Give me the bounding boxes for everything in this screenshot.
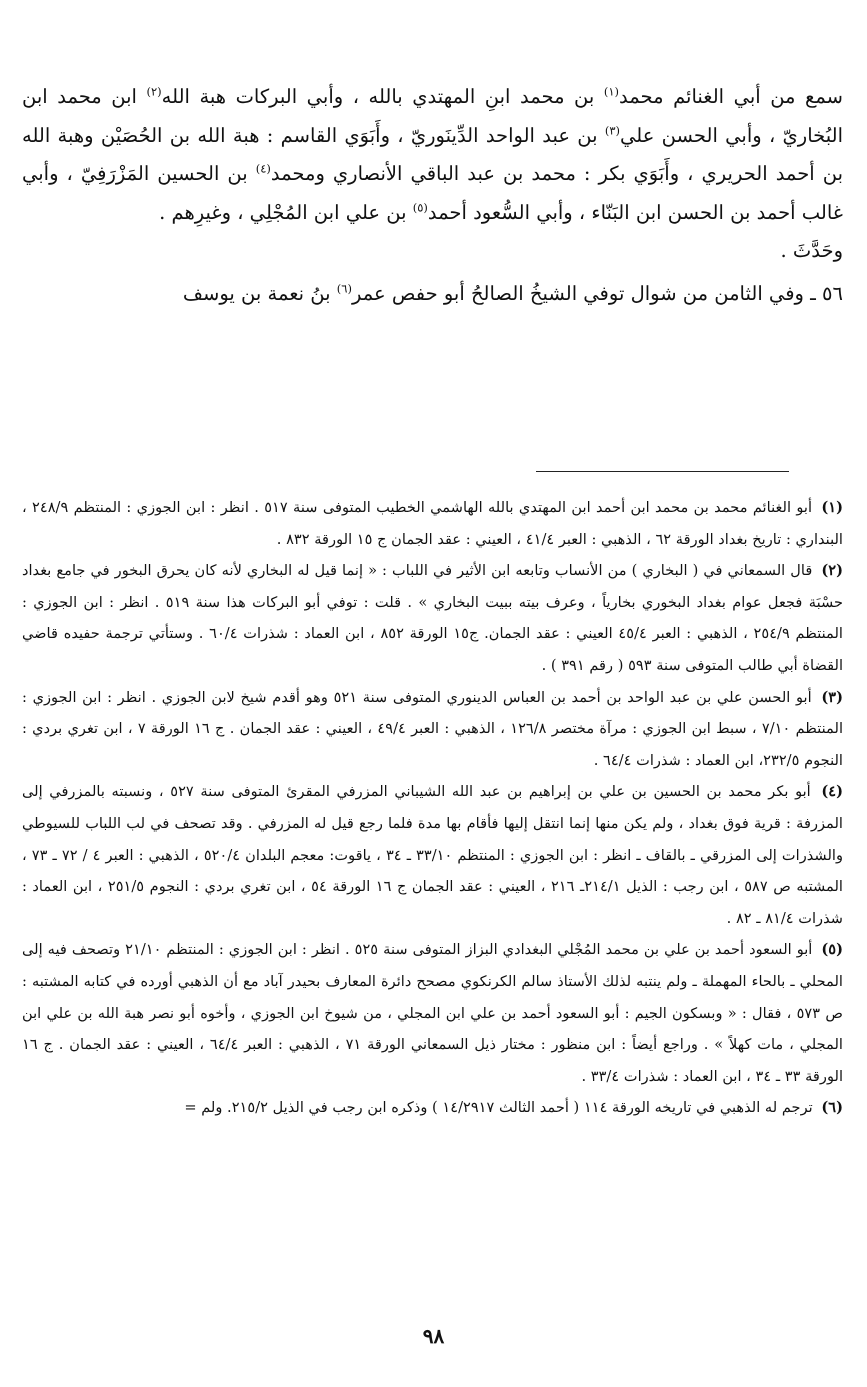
footnote-text: أبو السعود أحمد بن علي بن محمد المُجْلي البغدادي البزاز المتوفى سنة ٥٢٥ . انظر : ابن الجوزي : المنتظم ٢١/١٠ وتصحف فيه إلى المحلي ـ بالحاء المهملة ـ ولم ينتبه لذلك الأستاذ سالم الكرنكوي مصحح دائرة المعارف بحيدر آباد مع أن الذهبي أورده في كتابه المشتبه : ص ٥٧٣ ، فقال : « وبسكون الجيم : أبو السعود أحمد بن علي ابن المجلي ، من شيوخ ابن الجوزي ، وأخوه أبو نصر هبة الله بن علي ابن المجلي ، مات كهلاً » . وراجع أيضاً : ابن منظور : مختار ذيل السمعاني الورقة ٧١ ، الذهبي : العبر ٦٤/٤ ، العيني : عقد الجمان . ج ١٦ الورقة ٣٣ ـ ٣٤ ، ابن العماد : شذرات ٣٣/٤ . bbox=[22, 941, 843, 1085]
footnote-text: أبو الغنائم محمد بن محمد ابن أحمد ابن المهتدي بالله الهاشمي الخطيب المتوفى سنة ٥١٧ . انظر : ابن الجوزي : المنتظم ٢٤٨/٩ ، البنداري : تاريخ بغداد الورقة ٦٢ ، الذهبي : العبر ٤١/٤ ، العيني : عقد الجمان ج ١٥ الورقة ٨٣٢ . bbox=[22, 499, 843, 548]
footnote-number: (٥) bbox=[821, 941, 844, 959]
text-run: سمع من أبي الغنائم محمد bbox=[619, 85, 843, 108]
footnote-ref-4[interactable]: (٤) bbox=[255, 161, 271, 176]
text-run: بن محمد ابنِ المهتدي بالله ، وأبي البركات هبة الله bbox=[161, 85, 604, 108]
footnote-3 bbox=[22, 682, 843, 777]
footnote-ref-6[interactable]: (٦) bbox=[336, 281, 352, 296]
page-number: ٩٨ bbox=[422, 1324, 445, 1348]
text-run: بن عبد الواحد الدِّينَوريّ ، وأَبَوَي القاسم : هبة الله بن الحُصَيْن وهبة الله بن أحمد الحريري ، وأَبَوَي بكر : محمد بن عبد الباقي الأنصاري ومحمد bbox=[22, 123, 843, 186]
footnote-ref-3[interactable]: (٣) bbox=[604, 123, 621, 138]
footnotes bbox=[22, 492, 843, 1124]
paragraph-entry-56 bbox=[22, 275, 843, 314]
footnote-separator bbox=[536, 471, 789, 472]
footnote-number: (٦) bbox=[821, 1099, 843, 1117]
footnote-number: (٤) bbox=[821, 783, 844, 801]
footnote-6 bbox=[22, 1092, 843, 1124]
footnote-2 bbox=[22, 555, 843, 681]
footnote-text: أبو الحسن علي بن عبد الواحد بن أحمد بن العباس الدينوري المتوفى سنة ٥٢١ وهو أقدم شيخ لابن الجوزي . انظر : ابن الجوزي : المنتظم ٧/١٠ ، سبط ابن الجوزي : مرآة مختصر ١٢٦/٨ ، الذهبي : العبر ٤٩/٤ ، العيني : عقد الجمان . ج ١٦ الورقة ٧ ، ابن تغري بردي : النجوم ٢٣٢/٥، ابن العماد : شذرات ٦٤/٤ . bbox=[22, 688, 843, 769]
footnote-ref-2[interactable]: (٢) bbox=[146, 84, 162, 99]
footnote-5 bbox=[22, 934, 843, 1092]
text-run: ابن محمد ابن البُخاريّ ، وأبي الحسن علي bbox=[22, 85, 843, 147]
footnote-ref-1[interactable]: (١) bbox=[603, 84, 620, 99]
paragraph-1 bbox=[22, 78, 843, 232]
footnote-number: (٣) bbox=[821, 688, 843, 706]
text-run: ٥٦ ـ وفي الثامن من شوال توفي الشيخُ الصالحُ أبو حفص عمر bbox=[351, 281, 843, 305]
text-run: بن علي ابن المُجْلِي ، وغيرِهم . bbox=[159, 200, 413, 224]
footnote-1 bbox=[22, 492, 843, 555]
text-run: بن الحسين المَزْرَفِيّ ، وأبي غالب أحمد بن الحسن ابن البَنّاء ، وأبي السُّعود أحمد bbox=[22, 162, 843, 224]
paragraph-2: وحَدَّثَ . bbox=[780, 239, 843, 263]
footnote-4 bbox=[22, 776, 843, 934]
footnote-text: أبو بكر محمد بن الحسين بن علي بن إبراهيم بن عبد الله الشيباني المزرفي المقرئ المتوفى سنة ٥٢٧ ، ونسبته بالمزرفي إلى المزرفة : قرية فوق بغداد ، ولم يكن منها إنما انتقل إليها فأقام بها مدة فلما رجع قيل له المزرفي . وقد تصحف في لب اللباب للسيوطي والشذرات إلى المزرقي ـ بالقاف ـ انظر : ابن الجوزي : المنتظم ٣٣/١٠ ـ ٣٤ ، ياقوت: معجم البلدان ٥٢٠/٤ ، الذهبي : العبر ٤ / ٧٢ ـ ٧٣ ، المشتبه ص ٥٨٧ ، ابن رجب : الذيل ٢١٤/١ـ ٢١٦ ، العيني : عقد الجمان ج ١٦ الورقة ٥٤ ، ابن تغري بردي : النجوم ٢٥١/٥ ، ابن العماد : شذرات ٨١/٤ ـ ٨٢ . bbox=[22, 783, 843, 927]
footnote-text: قال السمعاني في ( البخاري ) من الأنساب وتابعه ابن الأثير في اللباب : « إنما قيل له البخاري لأنه كان يحرق البخور في جامع بغداد حسْبَة فجعل عوام بغداد البخوري بخارياً ، وعرف بيته ببيت البخاري » . قلت : توفي أبو البركات هذا سنة ٥١٩ . انظر : ابن الجوزي : المنتظم ٢٥٤/٩ ، الذهبي : العبر ٤٥/٤ العيني : عقد الجمان. ج١٥ الورقة ٨٥٢ ، ابن العماد : شذرات ٦٠/٤ . وستأتي ترجمة حفيده قاضي القضاة أبي طالب المتوفى سنة ٥٩٣ ( رقم ٣٩١ ) . bbox=[22, 562, 844, 674]
footnote-number: (٢) bbox=[821, 562, 844, 580]
footnote-ref-5[interactable]: (٥) bbox=[412, 200, 428, 215]
footnote-number: (١) bbox=[821, 499, 844, 516]
main-text bbox=[22, 78, 843, 314]
footnote-text: ترجم له الذهبي في تاريخه الورقة ١١٤ ( أحمد الثالث ١٤/٢٩١٧ ) وذكره ابن رجب في الذيل ٢١٥/٢. ولم = bbox=[184, 1099, 813, 1117]
text-run: بنُ نعمة بن يوسف bbox=[182, 281, 337, 305]
